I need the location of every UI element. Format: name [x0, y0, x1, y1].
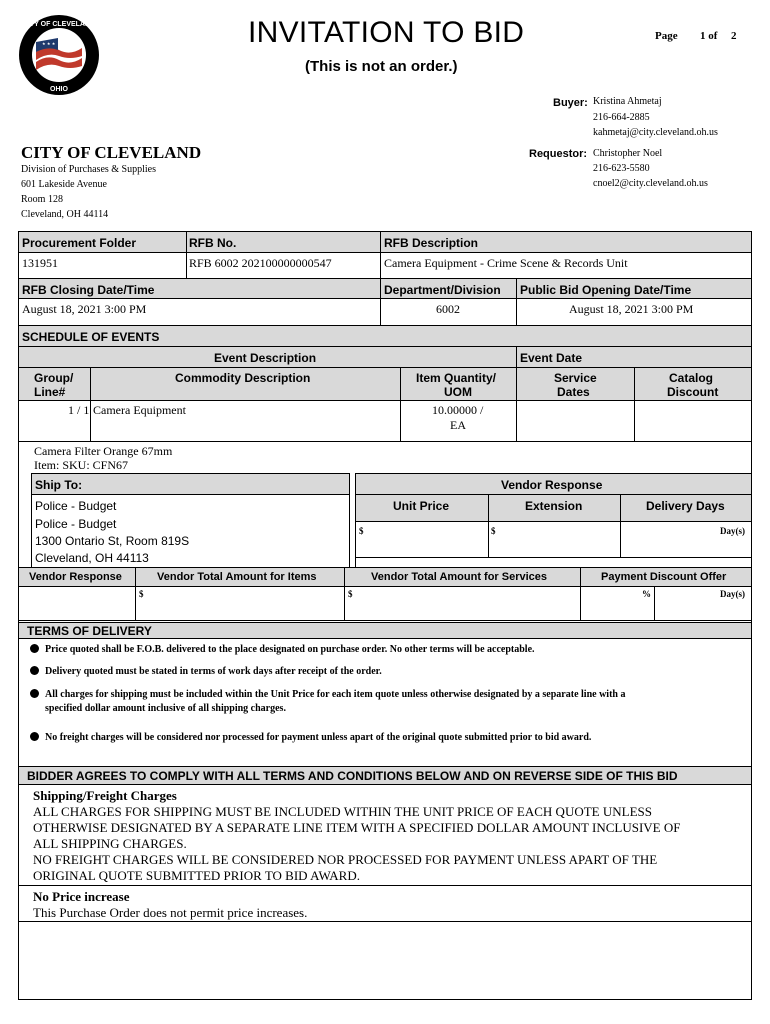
requestor-label: Requestor: — [529, 148, 588, 160]
ship-line-3: 1300 Ontario St, Room 819S — [35, 534, 190, 548]
page-subtitle: (This is not an order.) — [305, 58, 458, 75]
ship-line-1: Police - Budget — [35, 499, 117, 513]
shipping-title: Shipping/Freight Charges — [33, 788, 177, 803]
city-line1: Division of Purchases & Supplies — [21, 164, 156, 175]
unit-price-dollar: $ — [359, 526, 364, 536]
extension-label: Extension — [525, 499, 583, 513]
delivery-days-input[interactable] — [623, 523, 717, 555]
shipping-line-1: ALL CHARGES FOR SHIPPING MUST BE INCLUDED WITHIN THE UNIT PRICE OF EACH QUOTE UNLESS — [33, 804, 652, 819]
rfb-no-value: RFB 6002 202100000000547 — [189, 256, 332, 270]
item-detail-2: Item: SKU: CFN67 — [34, 458, 129, 472]
page-total: 2 — [731, 30, 737, 42]
opening-value: August 18, 2021 3:00 PM — [569, 302, 694, 316]
uom-label: UOM — [444, 385, 472, 399]
discount-label: Discount — [667, 385, 719, 399]
city-line4: Cleveland, OH 44114 — [21, 209, 109, 220]
total-items-input[interactable] — [150, 589, 340, 618]
price-increase-title: No Price increase — [33, 889, 130, 904]
page-label: Page — [655, 30, 678, 42]
requestor-phone: 216-623-5580 — [593, 163, 650, 174]
city-line2: 601 Lakeside Avenue — [21, 179, 107, 190]
term-3b: specified dollar amount inclusive of all shipping charges. — [45, 703, 286, 714]
seal-side-text: OHIO — [50, 86, 68, 93]
ship-line-2: Police - Budget — [35, 517, 117, 531]
term-3: All charges for shipping must be included within the Unit Price for each item quote unless otherwise designated by a separate line with a — [30, 688, 625, 702]
agree-label: BIDDER AGREES TO COMPLY WITH ALL TERMS AND CONDITIONS BELOW AND ON REVERSE SIDE OF THIS BID — [27, 769, 678, 783]
term-4: No freight charges will be considered nor processed for payment unless apart of the original quote submitted prior to bid award. — [30, 731, 591, 745]
item-detail-1: Camera Filter Orange 67mm — [34, 444, 173, 458]
seal-text: CITY OF CLEVELAND — [22, 21, 96, 28]
unit-price-input[interactable] — [370, 523, 484, 555]
term-1: Price quoted shall be F.O.B. delivered to the place designated on purchase order. No other terms will be acceptable. — [30, 643, 535, 657]
shipping-line-4: NO FREIGHT CHARGES WILL BE CONSIDERED NOR PROCESSED FOR PAYMENT UNLESS APART OF THE — [33, 852, 658, 867]
event-date-label: Event Date — [520, 351, 583, 365]
requestor-name: Christopher Noel — [593, 148, 663, 159]
qty-value: 10.00000 / — [432, 403, 484, 417]
rfb-no-label: RFB No. — [189, 236, 237, 250]
vendor-response-label: Vendor Response — [501, 478, 603, 492]
uom-value: EA — [450, 418, 466, 432]
service-label: Service — [554, 371, 597, 385]
term-2: Delivery quoted must be stated in terms of work days after receipt of the order. — [30, 665, 382, 679]
page-title: INVITATION TO BID — [248, 16, 525, 49]
price-increase-line: This Purchase Order does not permit price increases. — [33, 905, 308, 920]
payment-discount-label: Payment Discount Offer — [601, 571, 727, 583]
total-services-label: Vendor Total Amount for Services — [371, 571, 548, 583]
commodity-value: Camera Equipment — [93, 403, 186, 417]
shipping-line-3: ALL SHIPPING CHARGES. — [33, 836, 187, 851]
shipping-line-5: ORIGINAL QUOTE SUBMITTED PRIOR TO BID AWARD. — [33, 868, 360, 883]
total-services-dollar: $ — [348, 589, 353, 599]
page-number: 1 of — [700, 30, 718, 42]
dept-label: Department/Division — [384, 283, 501, 297]
qty-label: Item Quantity/ — [416, 371, 497, 385]
delivery-days-unit: Day(s) — [720, 526, 745, 536]
city-line3: Room 128 — [21, 194, 63, 205]
folder-label: Procurement Folder — [22, 236, 137, 250]
buyer-label: Buyer: — [553, 97, 588, 109]
unit-price-label: Unit Price — [393, 499, 450, 513]
dept-value: 6002 — [436, 302, 460, 316]
dates-label: Dates — [557, 385, 590, 399]
terms-label: TERMS OF DELIVERY — [27, 624, 152, 638]
line-value: 1 / 1 — [68, 403, 90, 417]
rfb-desc-label: RFB Description — [384, 236, 479, 250]
total-items-dollar: $ — [139, 589, 144, 599]
extension-dollar: $ — [491, 526, 496, 536]
payment-percent: % — [642, 589, 651, 599]
requestor-email: cnoel2@city.cleveland.oh.us — [593, 178, 708, 189]
schedule-label: SCHEDULE OF EVENTS — [22, 330, 160, 344]
ship-to-label: Ship To: — [35, 478, 83, 492]
closing-label: RFB Closing Date/Time — [22, 283, 155, 297]
opening-label: Public Bid Opening Date/Time — [520, 283, 692, 297]
payment-days-input[interactable] — [658, 589, 718, 618]
payment-days-unit: Day(s) — [720, 589, 745, 599]
svg-text:★ ★ ★: ★ ★ ★ — [42, 41, 56, 46]
total-items-label: Vendor Total Amount for Items — [157, 571, 317, 583]
rfb-desc-value: Camera Equipment - Crime Scene & Records Unit — [384, 256, 628, 270]
ship-line-4: Cleveland, OH 44113 — [35, 551, 149, 565]
shipping-line-2: OTHERWISE DESIGNATED BY A SEPARATE LINE ITEM WITH A SPECIFIED DOLLAR AMOUNT INCLUSIVE OF — [33, 820, 681, 835]
commodity-label: Commodity Description — [175, 371, 311, 385]
vendor-response-input[interactable] — [21, 589, 131, 618]
closing-value: August 18, 2021 3:00 PM — [22, 302, 147, 316]
buyer-phone: 216-664-2885 — [593, 112, 650, 123]
total-services-input[interactable] — [358, 589, 576, 618]
delivery-days-label: Delivery Days — [646, 499, 725, 513]
extension-input[interactable] — [502, 523, 616, 555]
event-desc-label: Event Description — [214, 351, 317, 365]
group-label: Group/ — [34, 371, 74, 385]
payment-percent-input[interactable] — [584, 589, 640, 618]
line-label: Line# — [34, 385, 66, 399]
totals-vendor-response-label: Vendor Response — [29, 571, 122, 583]
city-seal — [18, 14, 100, 96]
buyer-name: Kristina Ahmetaj — [593, 96, 662, 107]
city-name: CITY OF CLEVELAND — [21, 143, 202, 162]
buyer-email: kahmetaj@city.cleveland.oh.us — [593, 127, 718, 138]
catalog-label: Catalog — [669, 371, 714, 385]
folder-value: 131951 — [22, 256, 58, 270]
